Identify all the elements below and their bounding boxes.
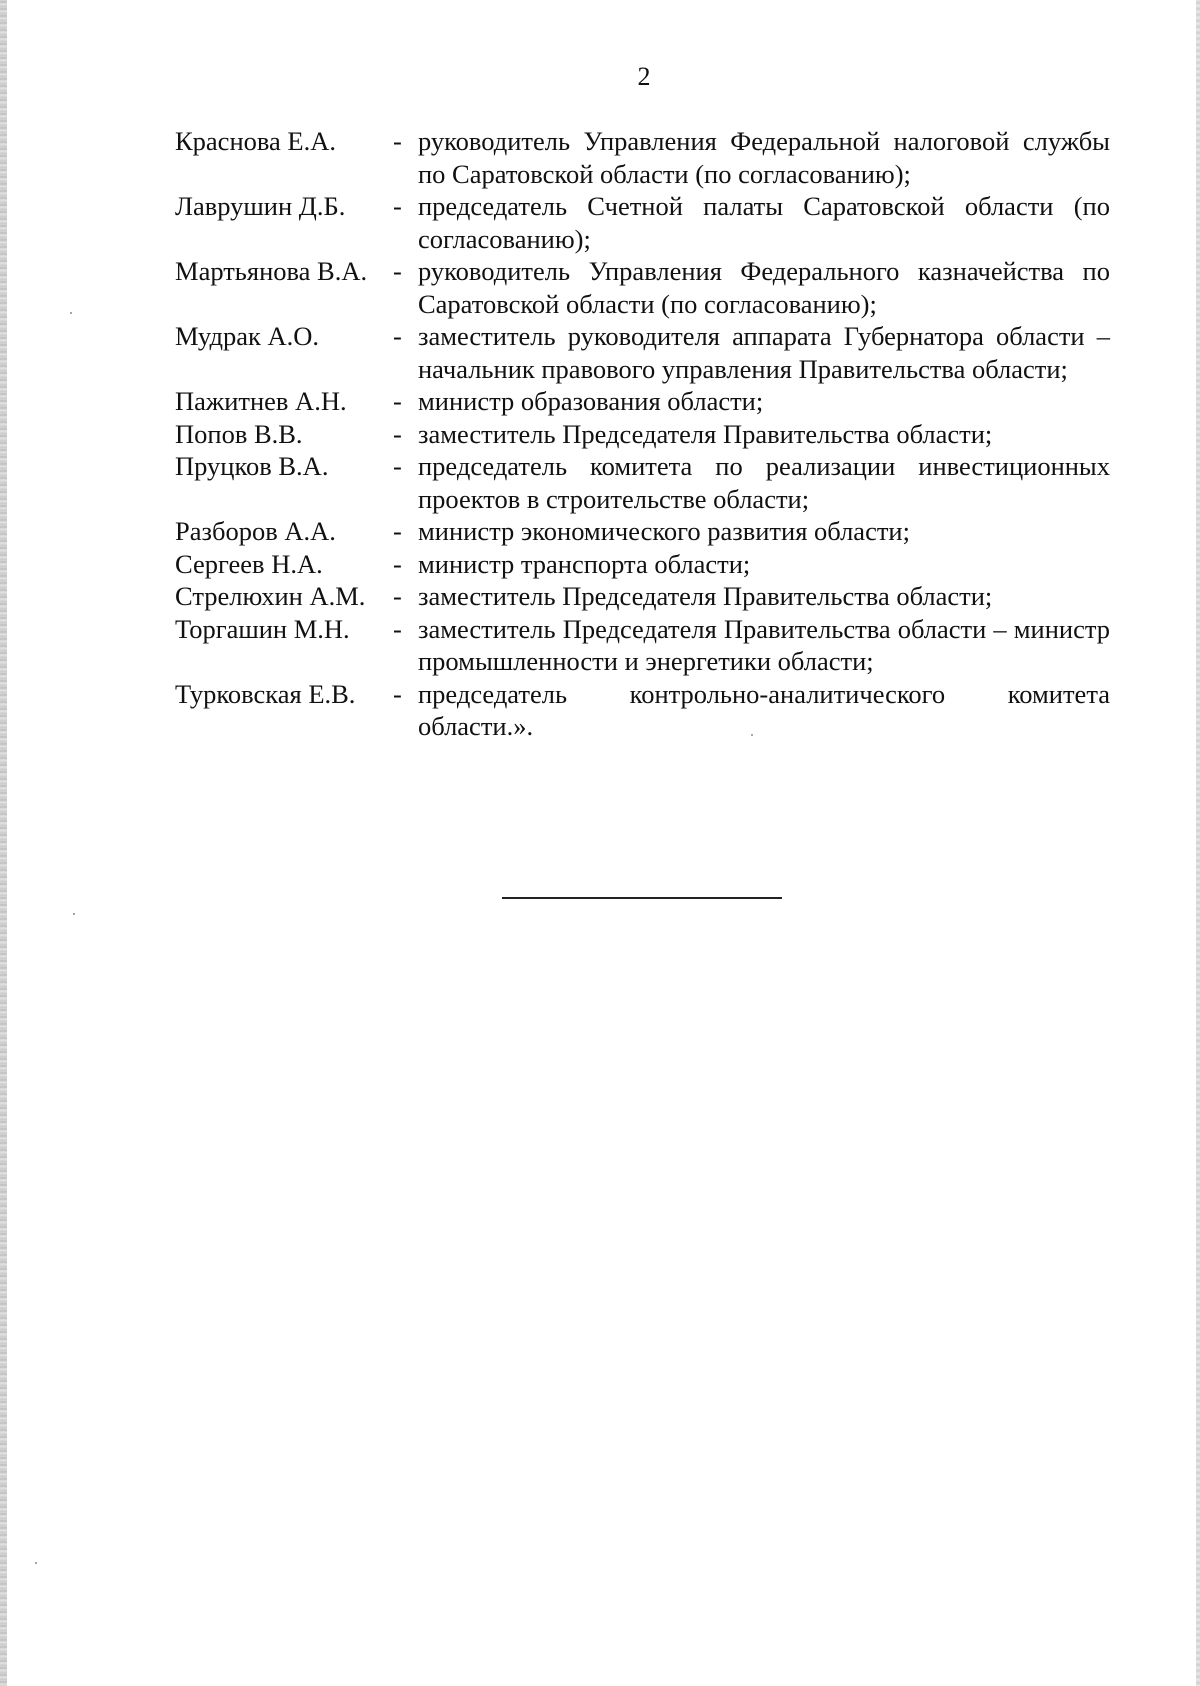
member-name: Стрелюхин А.М. (175, 581, 366, 611)
member-row (175, 190, 1110, 255)
member-dash: - (393, 581, 402, 611)
member-role: председатель комитета по реализации инвестиционных проектов в строительстве области; (418, 451, 1110, 514)
member-name: Сергеев Н.А. (175, 548, 323, 579)
member-dash: - (393, 678, 402, 709)
member-row (175, 548, 1110, 581)
member-dash: - (393, 386, 402, 416)
member-role: министр образования области; (418, 386, 764, 416)
member-name: Мартьянова В.А. (175, 256, 368, 286)
member-dash: - (393, 256, 402, 286)
member-name: Лаврушин Д.Б. (175, 191, 346, 221)
member-name: Пруцков В.А. (175, 451, 329, 481)
member-role: руководитель Управления Федерального казначейства по Саратовской области (по согласованию); (418, 256, 1110, 319)
member-row (175, 515, 1110, 548)
member-row (175, 450, 1110, 515)
member-name: Мудрак А.О. (175, 321, 320, 351)
member-dash: - (393, 613, 402, 644)
member-row (175, 418, 1110, 451)
member-row (175, 613, 1110, 678)
member-dash: - (393, 548, 402, 579)
scan-speck (35, 1562, 37, 1564)
member-row (175, 125, 1110, 190)
member-row (175, 255, 1110, 320)
member-dash: - (393, 418, 402, 449)
member-role: руководитель Управления Федеральной налоговой службы по Саратовской области (по согласованию); (418, 126, 1110, 189)
member-name: Торгашин М.Н. (175, 613, 350, 644)
member-row (175, 385, 1110, 418)
member-dash: - (393, 321, 402, 351)
member-role: заместитель Председателя Правительства области; (418, 581, 993, 611)
member-dash: - (393, 191, 402, 221)
member-role: заместитель Председателя Правительства области – министр промышленности и энергетики области; (418, 613, 1110, 676)
member-row (175, 580, 1110, 613)
member-role: заместитель Председателя Правительства области; (418, 418, 993, 449)
members-list (175, 125, 1110, 743)
scan-speck (73, 913, 75, 915)
member-name: Пажитнев А.Н. (175, 386, 347, 416)
scan-speck (751, 734, 753, 736)
member-row (175, 678, 1110, 743)
member-role: министр транспорта области; (418, 548, 751, 579)
scan-right-edge (1196, 0, 1200, 1686)
member-role: председатель Счетной палаты Саратовской области (по согласованию); (418, 191, 1110, 254)
member-name: Попов В.В. (175, 418, 303, 449)
member-role: председатель контрольно-аналитического комитета области.». (418, 678, 1110, 741)
member-row (175, 320, 1110, 385)
member-role: министр экономического развития области; (418, 516, 910, 546)
closing-divider (502, 897, 782, 899)
member-role: заместитель руководителя аппарата Губернатора области – начальник правового управления Правительства области; (418, 321, 1110, 384)
member-dash: - (393, 516, 402, 546)
member-dash: - (393, 126, 402, 156)
scan-speck (70, 312, 72, 314)
member-name: Турковская Е.В. (175, 678, 356, 709)
page-number: 2 (637, 62, 651, 91)
member-name: Разборов А.А. (175, 516, 336, 546)
member-dash: - (393, 451, 402, 481)
member-name: Краснова Е.А. (175, 126, 337, 156)
scan-left-edge (0, 0, 7, 1686)
